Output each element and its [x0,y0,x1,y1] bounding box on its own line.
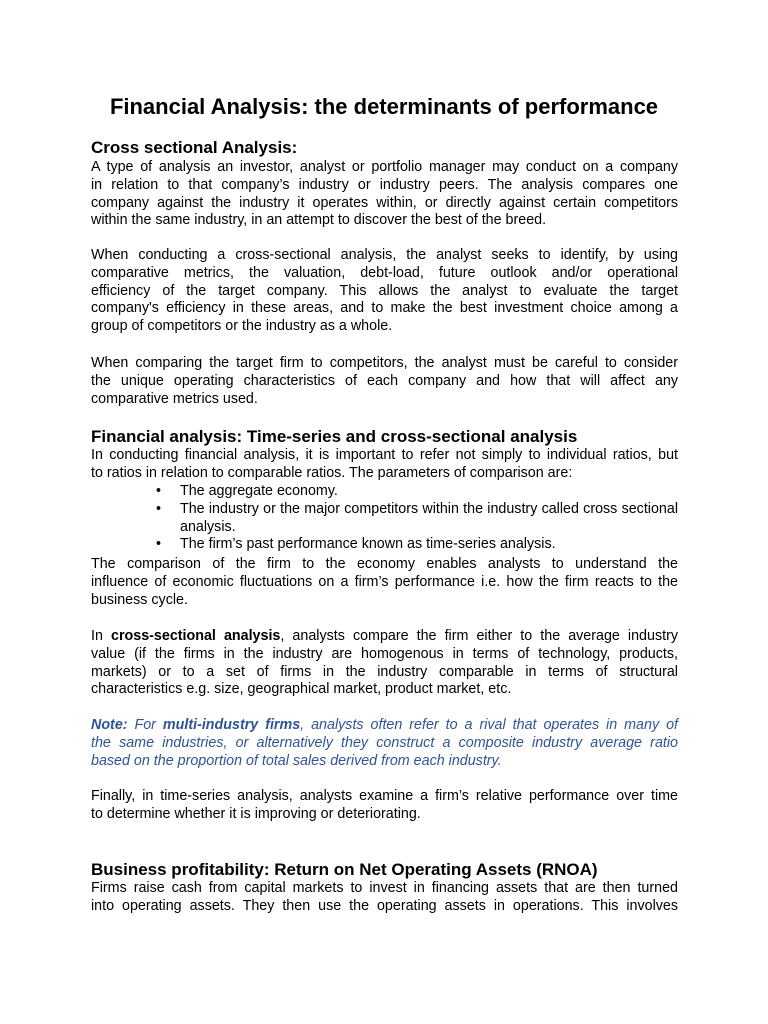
paragraph-cross-sectional-purpose [91,247,678,336]
bullet-icon: • [156,483,162,499]
text-line: characteristics e.g. size, geographical market, product market, etc. [91,681,512,698]
list-item-text: The aggregate economy. [180,483,338,499]
text-line [91,628,678,646]
note-label: Note: [91,717,128,733]
text-line: based on the proportion of total sales derived from each industry. [91,752,502,769]
heading-business-profitability: Business profitability: Return on Net Operating Assets (RNOA) [91,860,598,879]
text-line: business cycle. [91,591,188,608]
text-line: into operating assets. They then use the operating assets in operations. This involves [91,897,678,914]
list-item [156,501,678,537]
text-line: to determine whether it is improving or deteriorating. [91,805,421,822]
text-line: When conducting a cross-sectional analysis, the analyst seeks to identify, by using [91,247,678,263]
text-line [91,717,678,735]
bold-term: multi-industry firms [162,717,301,733]
text-line: in relation to that company’s industry or industry peers. The analysis compares one [91,176,678,193]
paragraph-economy-comparison [91,556,678,609]
text-fragment: For [127,717,163,733]
text-line: A type of analysis an investor, analyst or portfolio manager may conduct on a company [91,159,678,175]
list-item [156,536,678,554]
note-multi-industry [91,717,678,770]
bold-term: cross-sectional analysis [111,628,281,644]
list-item-text: The firm’s past performance known as time-series analysis. [180,536,556,553]
bullet-icon: • [156,536,162,553]
paragraph-time-series-intro [91,447,678,483]
paragraph-cross-sectional-analysis [91,628,678,699]
text-line: In conducting financial analysis, it is important to refer not simply to individual ratios, but [91,447,678,463]
text-line: markets) or to a set of firms in the industry comparable in terms of structural [91,663,678,680]
text-line: the unique operating characteristics of each company and how that will affect any [91,372,678,389]
heading-cross-sectional: Cross sectional Analysis: [91,138,298,157]
text-line: within the same industry, in an attempt to discover the best of the breed. [91,212,547,229]
text-line: Finally, in time-series analysis, analysts examine a firm’s relative performance over time [91,788,678,804]
page-title: Financial Analysis: the determinants of performance [109,94,659,119]
text-line: to ratios in relation to comparable ratios. The parameters of comparison are: [91,464,573,481]
text-line: comparative metrics used. [91,390,258,407]
paragraph-cross-sectional-definition [91,159,678,230]
text-fragment: , analysts compare the firm either to the average industry [280,628,678,644]
text-line: influence of economic fluctuations on a firm’s performance i.e. how the firm reacts to the [91,573,678,590]
text-line: value (if the firms in the industry are homogenous in terms of technology, products, [91,645,678,662]
list-item-text: The industry or the major competitors within the industry called cross sectional analysis. [180,500,678,535]
text-line: the same industries, or alternatively they construct a composite industry average ratio [91,734,678,751]
text-fragment: , analysts often refer to a rival that operates in many of [300,717,679,733]
text-line: company against the industry it operates within, or directly against certain competitors [91,194,678,211]
text-line: comparative metrics, the valuation, debt-load, future outlook and/or operational [91,264,678,281]
paragraph-cross-sectional-caution [91,355,678,408]
bullet-icon: • [156,500,162,517]
text-line: When comparing the target firm to competitors, the analyst must be careful to consider [91,355,678,371]
heading-time-series: Financial analysis: Time-series and cross-sectional analysis [91,427,578,446]
text-line: Firms raise cash from capital markets to invest in financing assets that are then turned [91,880,678,896]
text-fragment: In [91,628,111,644]
text-line: The comparison of the firm to the economy enables analysts to understand the [91,556,678,572]
text-line: group of competitors or the industry as a whole. [91,318,393,335]
text-line: efficiency of the target company. This allows the analyst to evaluate the target [91,282,678,299]
paragraph-time-series-finally [91,788,678,824]
comparison-parameters-list [156,483,678,554]
text-line: company's efficiency in these areas, and to make the best investment choice among a [91,300,678,317]
paragraph-rnoa [91,880,678,916]
list-item [156,483,678,501]
